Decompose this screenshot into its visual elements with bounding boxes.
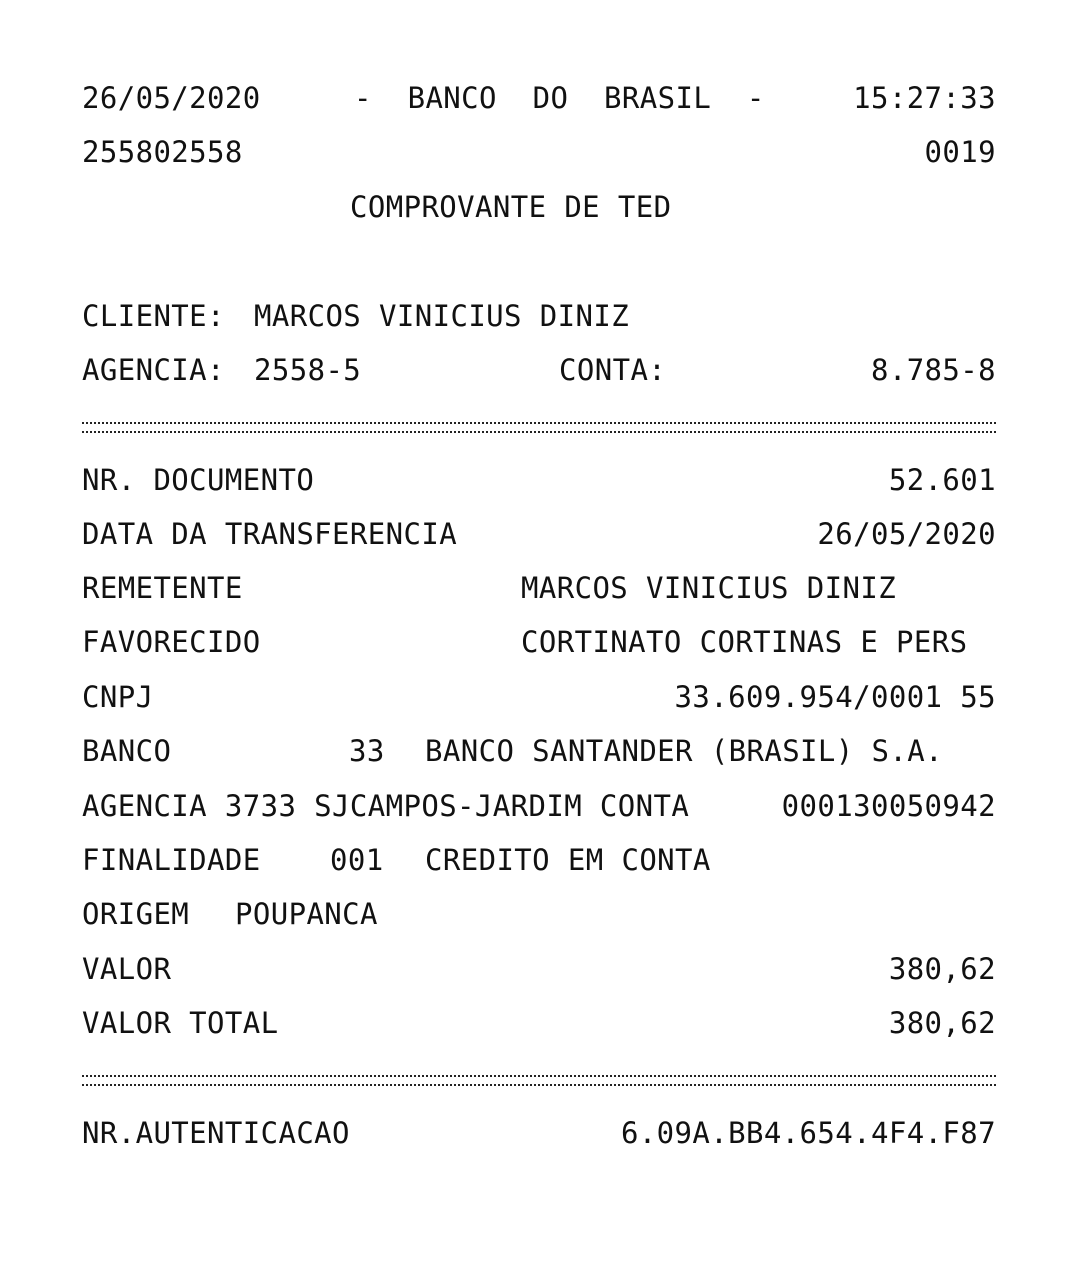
origin-label: ORIGEM [82, 897, 190, 931]
bank-name: - BANCO DO BRASIL - [354, 81, 765, 115]
bank-row [82, 731, 996, 771]
total-row [82, 1003, 996, 1043]
origin-value: POUPANCA [235, 897, 378, 931]
value-row [82, 949, 996, 989]
authentication-value: 6.09A.BB4.654.4F4.F87 [620, 1116, 996, 1150]
payee-value: CORTINATO CORTINAS E PERS [521, 625, 968, 659]
origin-row [82, 894, 996, 934]
destination-account-value: 000130050942 [781, 789, 996, 823]
header-codes [82, 132, 996, 172]
purpose-label: FINALIDADE [82, 843, 261, 877]
header-line [82, 78, 996, 118]
purpose-text: CREDITO EM CONTA [425, 843, 711, 877]
client-label: CLIENTE: [82, 299, 225, 333]
cnpj-row [82, 677, 996, 717]
title-line [82, 187, 996, 227]
bank-code: 0019 [924, 135, 996, 169]
agency-label: AGENCIA: [82, 353, 225, 387]
sender-row [82, 568, 996, 608]
cnpj-value: 33.609.954/0001 55 [674, 680, 996, 714]
sender-label: REMETENTE [82, 571, 243, 605]
authentication-label: NR.AUTENTICACAO [82, 1116, 350, 1150]
total-label: VALOR TOTAL [82, 1006, 279, 1040]
transfer-date-row [82, 514, 996, 554]
transfer-date-label: DATA DA TRANSFERENCIA [82, 517, 458, 551]
purpose-row [82, 840, 996, 880]
payee-label: FAVORECIDO [82, 625, 261, 659]
authentication-row [82, 1113, 996, 1153]
terminal-code: 255802558 [82, 135, 243, 169]
destination-bank-name: BANCO SANTANDER (BRASIL) S.A. [425, 734, 943, 768]
purpose-code: 001 [330, 843, 384, 877]
destination-account-row [82, 786, 996, 826]
bank-number: 33 [349, 734, 385, 768]
account-label: CONTA: [559, 353, 667, 387]
document-label: NR. DOCUMENTO [82, 463, 315, 497]
receipt-title: COMPROVANTE DE TED [350, 190, 672, 224]
agency-value: 2558-5 [254, 353, 362, 387]
header-date: 26/05/2020 [82, 81, 261, 115]
value-amount: 380,62 [888, 952, 996, 986]
document-row [82, 460, 996, 500]
separator [82, 1075, 996, 1086]
agency-line [82, 350, 996, 390]
account-value: 8.785-8 [870, 353, 996, 387]
header-time: 15:27:33 [853, 81, 996, 115]
total-amount: 380,62 [888, 1006, 996, 1040]
client-name: MARCOS VINICIUS DINIZ [254, 299, 630, 333]
client-line [82, 296, 996, 336]
cnpj-label: CNPJ [82, 680, 154, 714]
bank-label: BANCO [82, 734, 172, 768]
transfer-date-value: 26/05/2020 [817, 517, 996, 551]
document-value: 52.601 [888, 463, 996, 497]
payee-row [82, 622, 996, 662]
destination-agency-text: AGENCIA 3733 SJCAMPOS-JARDIM CONTA [82, 789, 690, 823]
separator [82, 422, 996, 433]
value-label: VALOR [82, 952, 172, 986]
sender-value: MARCOS VINICIUS DINIZ [521, 571, 897, 605]
